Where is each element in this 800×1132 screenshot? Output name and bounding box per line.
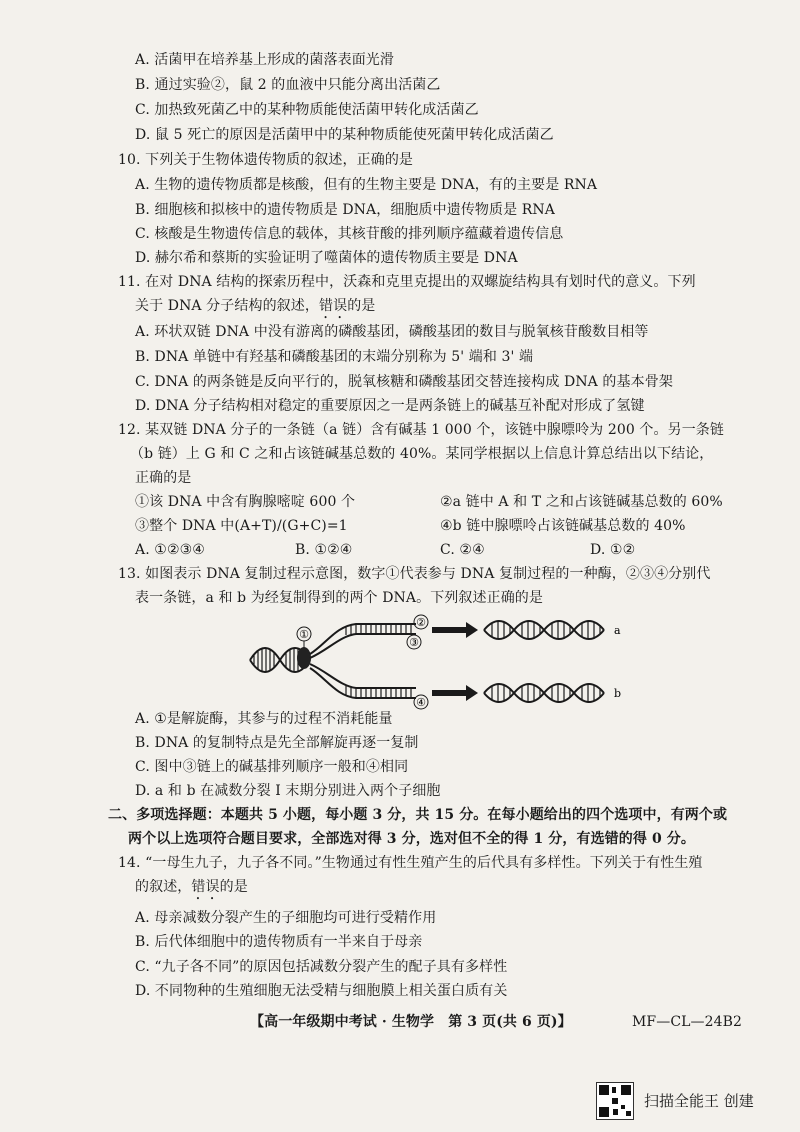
section2-heading-line1: 二、多项选择题：本题共 5 小题，每小题 3 分，共 15 分。在每小题给出的四个选项中，有两个或 — [108, 807, 728, 823]
q10-option-d: D. 赫尔希和蔡斯的实验证明了噬菌体的遗传物质主要是 DNA — [135, 250, 518, 266]
arrow-lower — [432, 685, 478, 701]
dna-replication-figure — [246, 614, 626, 710]
daughter-helix-b — [484, 684, 604, 702]
q10-option-a: A. 生物的遗传物质都是核酸，但有的生物主要是 DNA，有的主要是 RNA — [135, 177, 598, 193]
q11-option-d: D. DNA 分子结构相对稳定的重要原因之一是两条链上的碱基互补配对形成了氢键 — [135, 398, 645, 414]
q13-option-a: A. ①是解旋酶，其参与的过程不消耗能量 — [135, 711, 393, 727]
scanner-watermark — [596, 1082, 780, 1122]
q14-stem-post: 的是 — [219, 879, 248, 895]
q11-option-b: B. DNA 单链中有羟基和磷酸基团的末端分别称为 5' 端和 3' 端 — [135, 349, 534, 365]
q12-statement-3: ③整个 DNA 中(A+T)/(G+C)=1 — [135, 518, 348, 534]
q14-stem-pre: 的叙述， — [135, 879, 192, 895]
q10-option-c: C. 核酸是生物遗传信息的载体，其核苷酸的排列顺序蕴藏着遗传信息 — [135, 226, 564, 242]
q14-stem-line1: 14. “一母生九子，九子各不同。”生物通过有性生殖产生的后代具有多样性。下列关于有性生殖 — [118, 855, 703, 871]
q13-option-d: D. a 和 b 在减数分裂 I 末期分别进入两个子细胞 — [135, 783, 441, 799]
q12-stem-line1: 12. 某双链 DNA 分子的一条链（a 链）含有碱基 1 000 个，该链中腺嘌呤为 200 个。另一条链 — [118, 422, 724, 438]
q11-stem-pre: 关于 DNA 分子结构的叙述， — [135, 298, 319, 314]
q11-stem-line2 — [135, 296, 375, 322]
scanner-label: 扫描全能王 创建 — [644, 1092, 754, 1110]
q12-option-c: C. ②④ — [440, 542, 485, 558]
q9-option-c: C. 加热致死菌乙中的某种物质能使活菌甲转化成活菌乙 — [135, 102, 479, 118]
label-strand-3: ③ — [409, 636, 419, 649]
q9-option-b: B. 通过实验②，鼠 2 的血液中只能分离出活菌乙 — [135, 77, 441, 93]
q12-statement-4: ④b 链中腺嘌呤占该链碱基总数的 40% — [440, 518, 686, 534]
q11-emphasis-wrong: 错误 — [319, 298, 348, 314]
q11-stem-post: 的是 — [347, 298, 376, 314]
section2-heading-line2: 两个以上选项符合题目要求，全部选对得 3 分，选对但不全的得 1 分，有选错的得 0 分。 — [128, 831, 695, 847]
page-footer: 【高一年级期中考试 · 生物学 第 3 页(共 6 页)】 — [250, 1014, 572, 1030]
q12-option-d: D. ①② — [590, 542, 636, 558]
paper-code: MF—CL—24B2 — [632, 1014, 743, 1030]
q13-option-c: C. 图中③链上的碱基排列顺序一般和④相同 — [135, 759, 409, 775]
q12-option-b: B. ①②④ — [295, 542, 353, 558]
arrow-upper — [432, 622, 478, 638]
q12-statement-2: ②a 链中 A 和 T 之和占该链碱基总数的 60% — [440, 494, 723, 510]
q12-stem-line3: 正确的是 — [135, 470, 192, 486]
q12-stem-line2: （b 链）上 G 和 C 之和占该链碱基总数的 40%。某同学根据以上信息计算总结出以下结论， — [130, 446, 714, 462]
q14-option-d: D. 不同物种的生殖细胞无法受精与细胞膜上相关蛋白质有关 — [135, 983, 508, 999]
qr-code-icon — [596, 1082, 634, 1120]
q12-option-a: A. ①②③④ — [135, 542, 205, 558]
q13-stem-line2: 表一条链，a 和 b 为经复制得到的两个 DNA。下列叙述正确的是 — [135, 590, 543, 606]
q14-option-c: C. “九子各不同”的原因包括减数分裂产生的配子具有多样性 — [135, 959, 508, 975]
enzyme-blob — [297, 647, 311, 669]
label-strand-4: ④ — [416, 696, 426, 709]
q14-stem-line2 — [135, 877, 248, 903]
label-b: b — [614, 687, 622, 700]
q11-option-c: C. DNA 的两条链是反向平行的，脱氧核糖和磷酸基团交替连接构成 DNA 的基本骨架 — [135, 374, 673, 390]
label-strand-2: ② — [416, 616, 426, 629]
q10-option-b: B. 细胞核和拟核中的遗传物质是 DNA，细胞质中遗传物质是 RNA — [135, 202, 555, 218]
fork-upper — [310, 624, 416, 658]
q13-stem-line1: 13. 如图表示 DNA 复制过程示意图，数字①代表参与 DNA 复制过程的一种酶，②③④分别代 — [118, 566, 711, 582]
q9-option-d: D. 鼠 5 死亡的原因是活菌甲中的某种物质能使死菌甲转化成活菌乙 — [135, 127, 554, 143]
q14-emphasis-wrong: 错误 — [191, 879, 220, 895]
label-a: a — [614, 624, 621, 637]
q11-stem-line1: 11. 在对 DNA 结构的探索历程中，沃森和克里克提出的双螺旋结构具有划时代的意义。下列 — [118, 274, 696, 290]
q13-option-b: B. DNA 的复制特点是先全部解旋再逐一复制 — [135, 735, 419, 751]
label-enzyme: ① — [299, 628, 309, 641]
q12-statement-1: ①该 DNA 中含有胸腺嘧啶 600 个 — [135, 494, 356, 510]
q11-option-a: A. 环状双链 DNA 中没有游离的磷酸基团，磷酸基团的数目与脱氧核苷酸数目相等 — [135, 324, 649, 340]
daughter-helix-a — [484, 621, 604, 639]
q14-option-b: B. 后代体细胞中的遗传物质有一半来自于母亲 — [135, 934, 423, 950]
q10-stem: 10. 下列关于生物体遗传物质的叙述，正确的是 — [118, 152, 414, 168]
fork-lower — [310, 664, 416, 698]
q9-option-a: A. 活菌甲在培养基上形成的菌落表面光滑 — [135, 52, 395, 68]
q14-option-a: A. 母亲减数分裂产生的子细胞均可进行受精作用 — [135, 910, 437, 926]
